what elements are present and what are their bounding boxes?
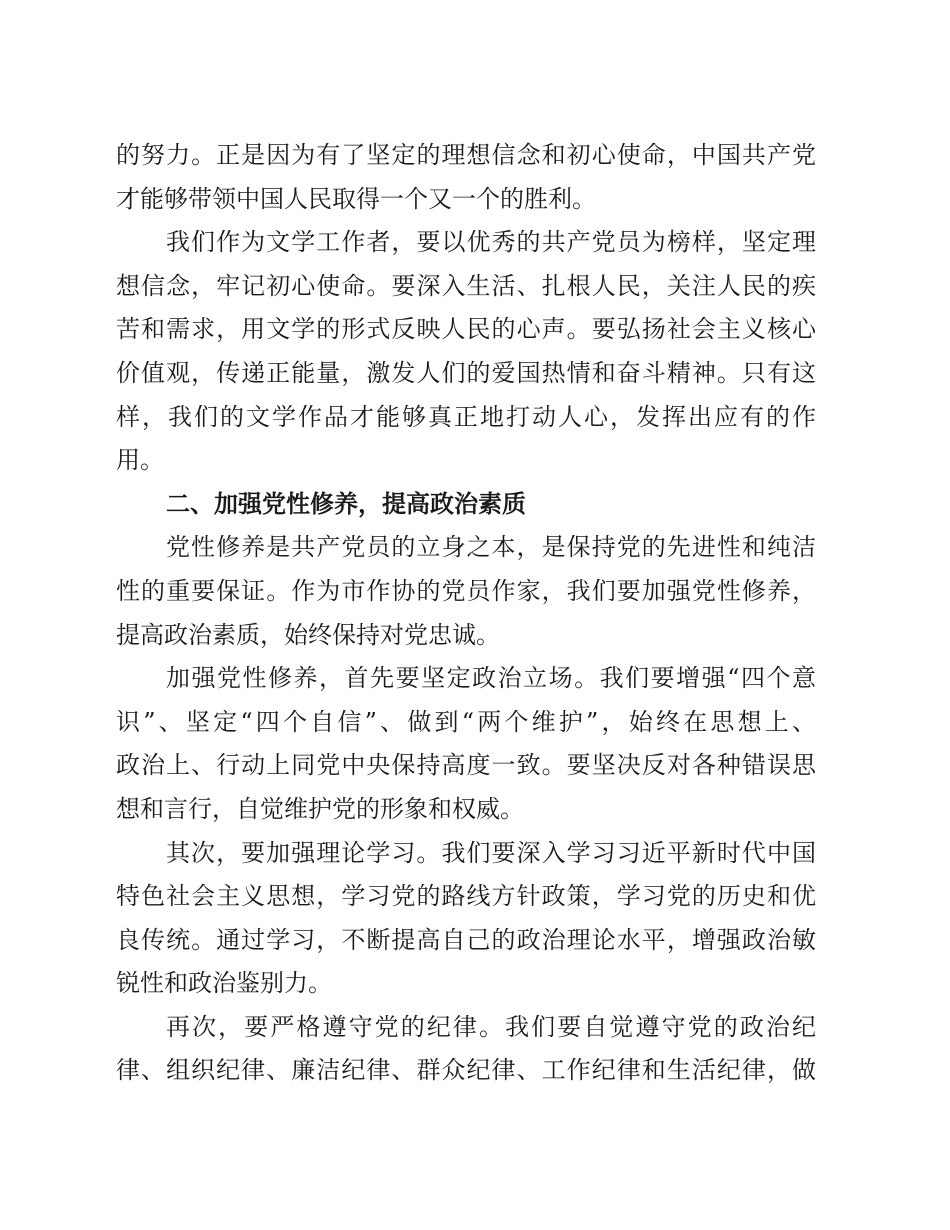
text-line: 律、组织纪律、廉洁纪律、群众纪律、工作纪律和生活纪律，做 [116,1056,816,1085]
text-line: 才能够带领中国人民取得一个又一个的胜利。 [116,184,596,213]
text-line: 样，我们的文学作品才能够真正地打动人心，发挥出应有的作 [116,402,816,431]
text-line: 识”、坚定“四个自信”、做到“两个维护”，始终在思想上、 [116,707,816,736]
text-line: 提高政治素质，始终保持对党忠诚。 [116,620,500,649]
text-line: 加强党性修养，首先要坚定政治立场。我们要增强“四个意 [166,664,816,693]
text-line: 想和言行，自觉维护党的形象和权威。 [116,794,524,823]
text-line: 我们作为文学工作者，要以优秀的共产党员为榜样，坚定理 [166,228,816,257]
text-line: 政治上、行动上同党中央保持高度一致。要坚决反对各种错误思 [116,751,816,780]
text-line: 锐性和政治鉴别力。 [116,969,332,998]
text-line: 的努力。正是因为有了坚定的理想信念和初心使命，中国共产党 [116,141,816,169]
text-line: 用。 [116,446,164,475]
text-line: 性的重要保证。作为市作协的党员作家，我们要加强党性修养， [116,576,816,605]
text-line: 价值观，传递正能量，激发人们的爱国热情和奋斗精神。只有这 [116,358,816,387]
section-heading: 二、加强党性修养，提高政治素质 [166,489,526,518]
document-body [116,134,816,1093]
text-line: 其次，要加强理论学习。我们要深入学习习近平新时代中国 [166,838,816,867]
text-line: 想信念，牢记初心使命。要深入生活、扎根人民，关注人民的疾 [116,271,816,300]
text-line: 再次，要严格遵守党的纪律。我们要自觉遵守党的政治纪 [166,1012,816,1041]
text-line: 苦和需求，用文学的形式反映人民的心声。要弘扬社会主义核心 [116,315,816,344]
text-line: 党性修养是共产党员的立身之本，是保持党的先进性和纯洁 [166,533,816,562]
text-line: 特色社会主义思想，学习党的路线方针政策，学习党的历史和优 [116,882,816,911]
text-line: 良传统。通过学习，不断提高自己的政治理论水平，增强政治敏 [116,925,816,954]
